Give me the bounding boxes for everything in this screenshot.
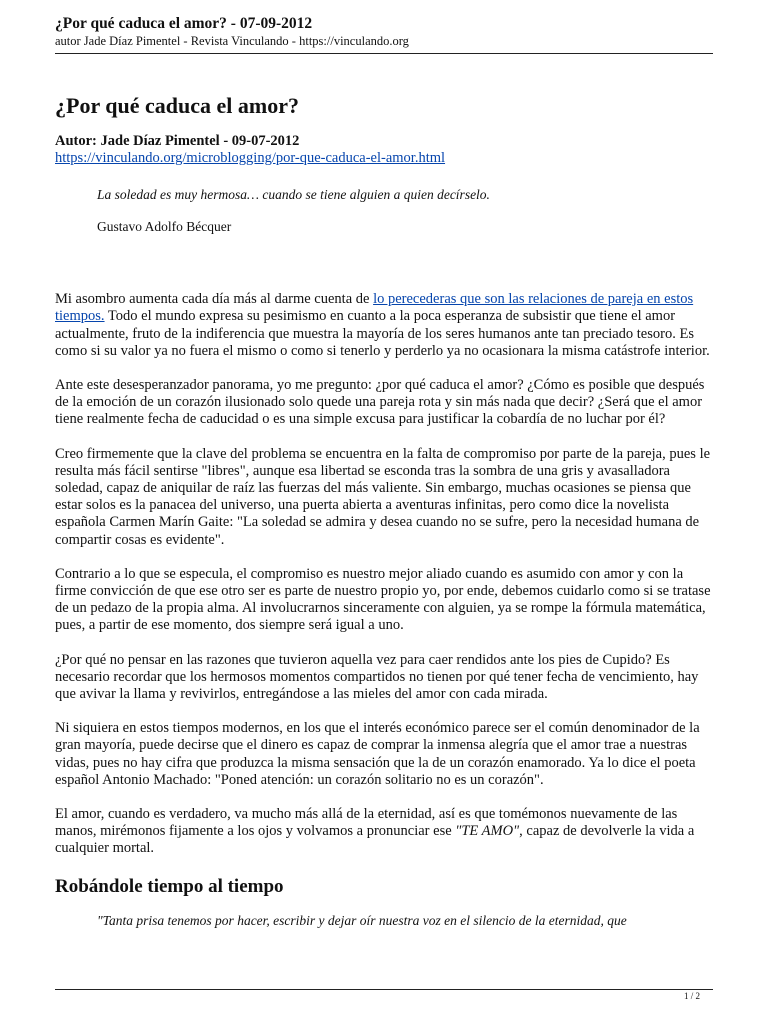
section-heading: Robándole tiempo al tiempo xyxy=(55,875,284,897)
article-body xyxy=(55,92,713,930)
section-quote: "Tanta prisa tenemos por hacer, escribir y dejar oír nuestra voz en el silencio de la eternidad, que xyxy=(97,913,627,929)
relationships-link[interactable]: lo perecederas que son las relaciones de pareja en estos tiempos. xyxy=(55,291,694,325)
page-number: 1 / 2 xyxy=(683,991,700,1001)
header-divider xyxy=(55,53,713,54)
paragraph-6: Ni siquiera en estos tiempos modernos, en los que el interés económico parece ser el común denominador de la gran mayoría, puede decirse que el dinero es capaz de comprar la inmensa alegría que el amor trae a nuestras vidas, pues no hay cifra que produzca la misma sensación que la de un corazón enamorado. Ya lo dice el poeta español Antonio Machado: "Poned atención: un corazón solitario no es un corazón". xyxy=(55,720,700,788)
epigraph-author: Gustavo Adolfo Bécquer xyxy=(97,219,232,235)
paragraph-2: Ante este desesperanzador panorama, yo me pregunto: ¿por qué caduca el amor? ¿Cómo es posible que después de la emoción de un corazón ilusionado solo quede una pareja rota y sin más nada que decir? ¿Será que el amor tiene realmente fecha de caducidad o es una simple excusa para justificar la cobardía de no luchar por él? xyxy=(55,376,705,428)
paragraph-4: Contrario a lo que se especula, el compromiso es nuestro mejor aliado cuando es asumido con amor y con la firme convicción de que ese otro ser es parte de nuestro propio yo, por ende, debemos cuidarlo como si se tratase de un pedazo de la propia alma. Al involucrarnos sinceramente con alguien, ya se rompe la fórmula matemática, pues, a partir de ese momento, dos siempre será igual a uno. xyxy=(55,565,711,634)
running-header-subtitle: autor Jade Díaz Pimentel - Revista Vinculando - https://vinculando.org xyxy=(55,34,409,48)
te-amo-emphasis: "TE AMO" xyxy=(455,823,520,840)
paragraph-1-text-cont: Todo el mundo expresa su pesimismo en cuanto a la poca esperanza de subsistir que tiene el amor actualmente, fruto de la indiferencia que muestra la mayoría de los seres humanos ante tan preciado tesoro. Es como si su valor ya no fuera el mismo o como si tenerlo y perderlo ya no ocasionara la misma catástrofe interior. xyxy=(55,308,710,359)
paragraph-1 xyxy=(55,291,713,360)
article-byline: Autor: Jade Díaz Pimentel - 09-07-2012 xyxy=(55,132,300,149)
paragraph-7-text: El amor, cuando es verdadero, va mucho más allá de la eternidad, así es que tomémonos nuevamente de las manos, mirémonos fijamente a los ojos y volvamos a pronunciar ese xyxy=(55,806,678,840)
footer-divider xyxy=(55,989,713,990)
paragraph-7 xyxy=(55,806,713,858)
paragraph-3: Creo firmemente que la clave del problema se encuentra en la falta de compromiso por parte de la pareja, pues le resulta más fácil sentirse "libres", aunque esa libertad se esconda tras la sombra de una gris y avasalladora soledad, capaz de aniquilar de raíz las fuerzas del más valiente. Sin embargo, muchas ocasiones se piensa que estar solos es la panacea del universo, una puerta abierta a aventuras infinitas, pero como dice la novelista española Carmen Marín Gaite: "La soledad se admira y desea cuando no se sufre, pero la necesidad humana de compartir cosas es evidente". xyxy=(55,445,711,548)
paragraph-1-text: Mi asombro aumenta cada día más al darme cuenta de xyxy=(55,291,374,308)
article-title: ¿Por qué caduca el amor? xyxy=(55,93,300,118)
epigraph-quote: La soledad es muy hermosa… cuando se tiene alguien a quien decírselo. xyxy=(97,187,490,203)
running-header-title: ¿Por qué caduca el amor? - 07-09-2012 xyxy=(55,15,313,32)
paragraph-5: ¿Por qué no pensar en las razones que tuvieron aquella vez para caer rendidos ante los pies de Cupido? Es necesario recordar que los hermosos momentos compartidos no tienen por qué tener fecha de vencimiento, hay que avivar la llama y revivirlos, entregándose a las mieles del amor con cada mirada. xyxy=(55,651,699,702)
article-source-link[interactable]: https://vinculando.org/microblogging/por-que-caduca-el-amor.html xyxy=(55,149,446,166)
paragraph-7-text-cont: , capaz de devolverle la vida a cualquier mortal. xyxy=(55,823,695,857)
